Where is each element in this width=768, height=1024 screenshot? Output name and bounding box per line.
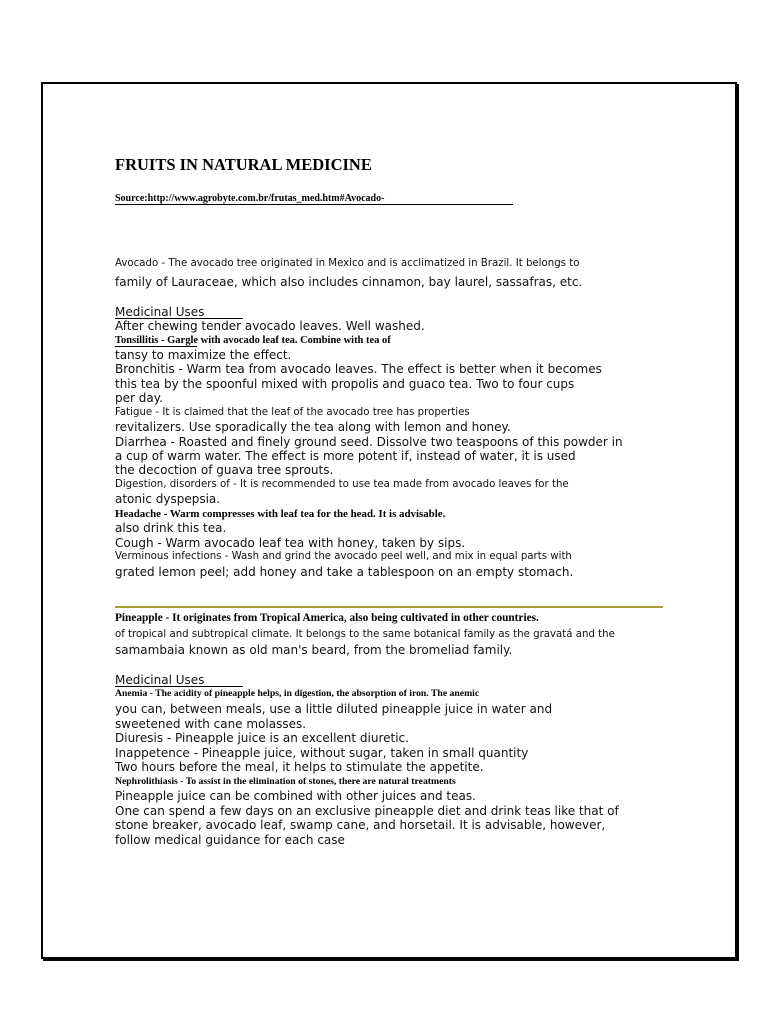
section-divider <box>115 606 663 608</box>
avocado-intro-line: family of Lauraceae, which also includes cinnamon, bay laurel, sassafras, etc. <box>115 274 583 289</box>
pineapple-section <box>115 611 619 848</box>
medicinal-uses-heading: Medicinal Uses <box>115 305 243 319</box>
remedy-fatigue: Fatigue - It is claimed that the leaf of the avocado tree has properties <box>115 406 470 418</box>
pineapple-intro-line: of tropical and subtropical climate. It belongs to the same botanical family as the gravatá and the <box>115 628 615 640</box>
remedy-text-line: One can spend a few days on an exclusive pineapple diet and drink teas like that of <box>115 803 619 818</box>
remedy-verminous-infections: Verminous infections - Wash and grind the avocado peel well, and mix in equal parts with <box>115 551 572 563</box>
remedy-text-line: a cup of warm water. The effect is more potent if, instead of water, it is used <box>115 449 576 464</box>
remedy-diarrhea: Diarrhea - Roasted and finely ground seed. Dissolve two teaspoons of this powder in <box>115 434 623 449</box>
remedy-text-line: follow medical guidance for each case <box>115 832 345 847</box>
remedy-anemia: Anemia - The acidity of pineapple helps, in digestion, the absorption of iron. The anemic <box>115 688 480 700</box>
source-reference: Source:http://www.agrobyte.com.br/frutas_med.htm#Avocado- <box>115 193 513 206</box>
document-title: FRUITS IN NATURAL MEDICINE <box>115 155 372 174</box>
remedy-diuresis: Diuresis - Pineapple juice is an excellent diuretic. <box>115 731 409 746</box>
medicinal-uses-heading: Medicinal Uses <box>115 673 243 688</box>
remedy-text-line: grated lemon peel; add honey and take a tablespoon on an empty stomach. <box>115 564 574 579</box>
remedy-text-line: After chewing tender avocado leaves. Well washed. <box>115 319 425 334</box>
remedy-cough: Cough - Warm avocado leaf tea with honey, taken by sips. <box>115 535 466 550</box>
remedy-nephrolithiasis: Nephrolithiasis - To assist in the elimination of stones, there are natural treatments <box>115 775 456 787</box>
remedy-tonsillitis: Tonsillitis - Gargle with avocado leaf tea. Combine with tea of <box>115 334 623 348</box>
remedy-text-line: stone breaker, avocado leaf, swamp cane, and horsetail. It is advisable, however, <box>115 818 606 833</box>
remedy-text-line: the decoction of guava tree sprouts. <box>115 463 334 478</box>
pineapple-heading: Pineapple - It originates from Tropical America, also being cultivated in other countries. <box>115 611 539 624</box>
remedy-text-line: tansy to maximize the effect. <box>115 347 292 362</box>
remedy-text-line: per day. <box>115 391 163 406</box>
remedy-text-line: also drink this tea. <box>115 521 227 536</box>
remedy-headache: Headache - Warm compresses with leaf tea for the head. It is advisable. <box>115 507 446 520</box>
remedy-text-line: sweetened with cane molasses. <box>115 716 307 731</box>
pineapple-intro-line: samambaia known as old man's beard, from the bromeliad family. <box>115 642 513 657</box>
remedy-inappetence: Inappetence - Pineapple juice, without sugar, taken in small quantity <box>115 745 529 760</box>
remedy-bronchitis: Bronchitis - Warm tea from avocado leaves. The effect is better when it becomes <box>115 362 602 377</box>
remedy-text-line: this tea by the spoonful mixed with propolis and guaco tea. Two to four cups <box>115 376 575 391</box>
avocado-intro-line: Avocado - The avocado tree originated in Mexico and is acclimatized in Brazil. It belongs to <box>115 258 580 269</box>
remedy-text-line: atonic dyspepsia. <box>115 492 221 507</box>
remedy-text-line: you can, between meals, use a little diluted pineapple juice in water and <box>115 701 553 716</box>
avocado-section <box>115 257 623 579</box>
remedy-text-line: revitalizers. Use sporadically the tea along with lemon and honey. <box>115 420 511 435</box>
remedy-text-line: Two hours before the meal, it helps to stimulate the appetite. <box>115 760 484 775</box>
remedy-text-line: Pineapple juice can be combined with other juices and teas. <box>115 789 476 804</box>
remedy-digestion: Digestion, disorders of - It is recommended to use tea made from avocado leaves for the <box>115 478 569 490</box>
